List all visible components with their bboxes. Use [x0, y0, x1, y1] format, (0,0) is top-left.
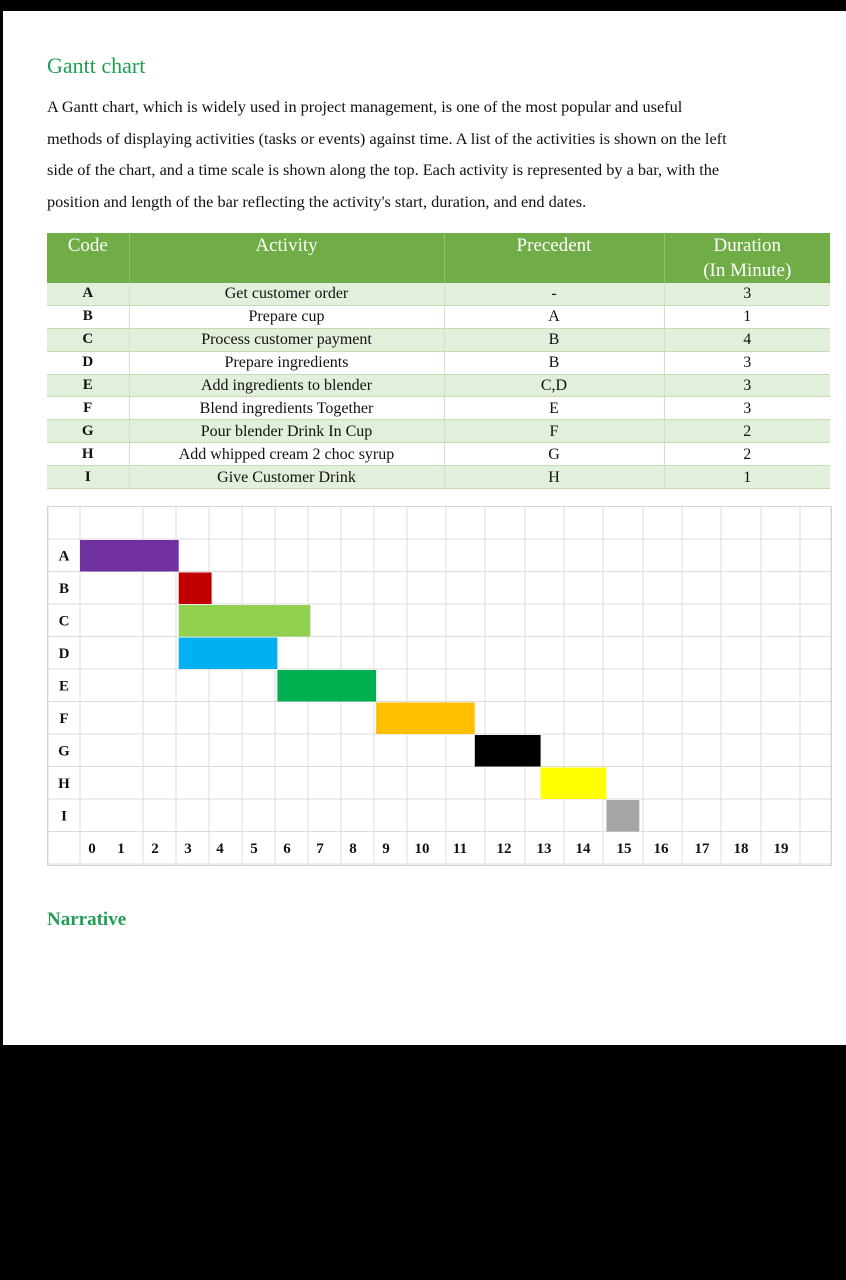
cell-activity: Give Customer Drink: [129, 466, 444, 489]
cell-duration: 3: [664, 351, 830, 374]
cell-precedent: B: [444, 351, 664, 374]
gantt-bar-d: [179, 638, 278, 670]
row-label: I: [61, 808, 67, 825]
cell-activity: Pour blender Drink In Cup: [129, 420, 444, 443]
cell-code: C: [47, 328, 129, 351]
table-row: [47, 466, 830, 489]
gantt-bar-a: [80, 540, 179, 572]
gantt-bar-b: [179, 573, 212, 605]
x-tick-label: 8: [349, 840, 357, 857]
gantt-bar-h: [541, 768, 607, 800]
x-tick-label: 11: [452, 840, 468, 857]
row-label: C: [58, 613, 70, 630]
x-tick-label: 10: [414, 840, 430, 857]
x-tick-label: 16: [653, 840, 669, 857]
gantt-bar-f: [376, 703, 475, 735]
cell-code: B: [47, 305, 129, 328]
x-tick-label: 4: [216, 840, 224, 857]
cell-code: H: [47, 443, 129, 466]
header-precedent: Precedent: [444, 233, 664, 283]
cell-code: F: [47, 397, 129, 420]
gantt-bar-e: [277, 670, 376, 702]
header-code: Code: [47, 233, 129, 283]
header-activity: Activity: [129, 233, 444, 283]
page-title: Gantt chart: [47, 53, 146, 78]
cell-activity: Process customer payment: [129, 328, 444, 351]
gantt-chart-svg: [48, 507, 831, 865]
row-label: H: [58, 775, 70, 792]
cell-activity: Prepare ingredients: [129, 351, 444, 374]
x-tick-label: 6: [283, 840, 291, 857]
gantt-bar-i: [606, 800, 639, 832]
cell-precedent: B: [444, 328, 664, 351]
table-row: [47, 328, 830, 351]
document-page: [3, 11, 846, 1045]
cell-precedent: A: [444, 305, 664, 328]
cell-precedent: G: [444, 443, 664, 466]
cell-code: A: [47, 283, 129, 305]
table-row: [47, 305, 830, 328]
x-tick-label: 2: [151, 840, 159, 857]
x-tick-label: 18: [733, 840, 749, 857]
table-row: [47, 374, 830, 397]
cell-precedent: H: [444, 466, 664, 489]
x-tick-label: 19: [773, 840, 789, 857]
table-row: [47, 397, 830, 420]
cell-precedent: F: [444, 420, 664, 443]
x-tick-label: 3: [184, 840, 192, 857]
table-row: [47, 351, 830, 374]
cell-duration: 2: [664, 443, 830, 466]
row-label: E: [58, 678, 70, 695]
cell-code: E: [47, 374, 129, 397]
paragraph-line: methods of displaying activities (tasks or events) against time. A list of the activities is shown on the left: [47, 128, 727, 148]
cell-duration: 1: [664, 466, 830, 489]
cell-activity: Prepare cup: [129, 305, 444, 328]
x-tick-label: 14: [575, 840, 591, 857]
row-label: A: [58, 548, 70, 565]
x-tick-label: 1: [117, 840, 125, 857]
cell-precedent: -: [444, 283, 664, 305]
cell-code: I: [47, 466, 129, 489]
cell-activity: Add ingredients to blender: [129, 374, 444, 397]
cell-precedent: E: [444, 397, 664, 420]
intro-paragraph: [47, 91, 837, 217]
row-label: D: [58, 645, 70, 662]
cell-activity: Blend ingredients Together: [129, 397, 444, 420]
cell-code: G: [47, 420, 129, 443]
x-tick-label: 15: [616, 840, 632, 857]
gantt-bar-c: [179, 605, 311, 637]
cell-duration: 3: [664, 397, 830, 420]
row-label: G: [58, 743, 70, 760]
header-duration: Duration (In Minute): [664, 233, 830, 283]
cell-duration: 3: [664, 283, 830, 305]
paragraph-line: side of the chart, and a time scale is shown along the top. Each activity is represented by a bar, with the: [47, 160, 720, 179]
cell-duration: 2: [664, 420, 830, 443]
gantt-bar-g: [475, 735, 541, 767]
cell-code: D: [47, 351, 129, 374]
activity-table: [47, 233, 830, 489]
cell-precedent: C,D: [444, 374, 664, 397]
row-label: B: [58, 580, 70, 597]
table-row: [47, 420, 830, 443]
cell-duration: 1: [664, 305, 830, 328]
x-tick-label: 0: [88, 840, 96, 857]
cell-activity: Get customer order: [129, 283, 444, 305]
narrative-heading: Narrative: [47, 909, 127, 930]
row-label: F: [59, 710, 69, 727]
table-row: [47, 283, 830, 305]
gantt-chart: [47, 506, 832, 866]
x-tick-label: 7: [316, 840, 324, 857]
x-tick-label: 5: [250, 840, 258, 857]
x-tick-label: 13: [536, 840, 552, 857]
activity-table-body: [47, 283, 830, 489]
cell-duration: 3: [664, 374, 830, 397]
x-tick-label: 12: [496, 840, 512, 857]
paragraph-line: position and length of the bar reflecting the activity's start, duration, and end dates.: [47, 191, 587, 211]
x-tick-label: 9: [382, 840, 390, 857]
paragraph-line: A Gantt chart, which is widely used in project management, is one of the most popular and useful: [47, 97, 683, 116]
x-tick-label: 17: [694, 840, 710, 857]
table-row: [47, 443, 830, 466]
cell-activity: Add whipped cream 2 choc syrup: [129, 443, 444, 466]
table-header-row: [47, 233, 830, 283]
cell-duration: 4: [664, 328, 830, 351]
